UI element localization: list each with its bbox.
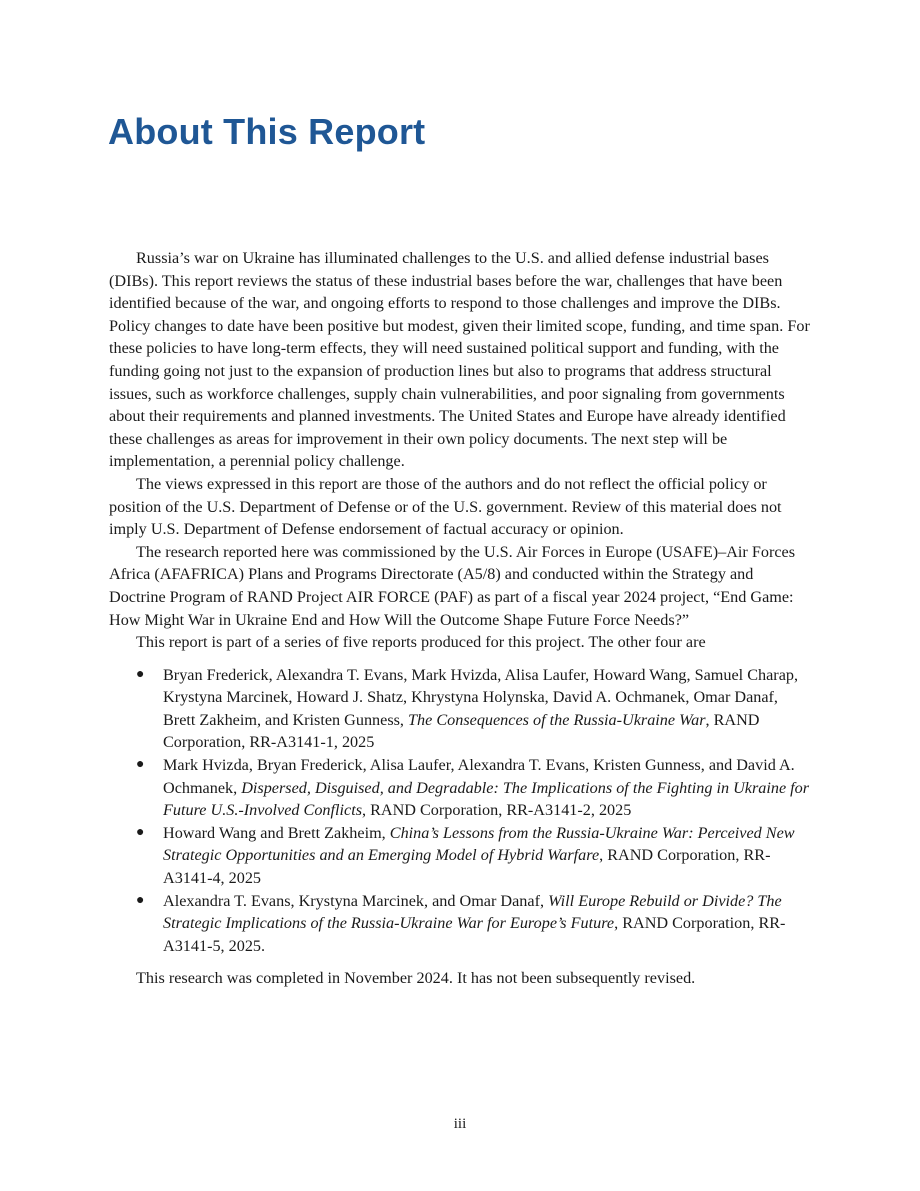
reference-authors: Howard Wang and Brett Zakheim,: [163, 823, 390, 842]
report-body: [109, 247, 814, 990]
bullet-icon: ●: [136, 666, 145, 682]
series-intro-paragraph: This report is part of a series of five reports produced for this project. The other four are: [136, 633, 706, 652]
disclaimer-paragraph: The views expressed in this report are those of the authors and do not reflect the official policy or position of the U.S. Department of Defense or of the U.S. government. Review of this material does not imply U.S. Department of Defense endorsement of factual accuracy or opinion.: [109, 474, 782, 539]
reference-title: China’s Lessons from the Russia-Ukraine War: Perceived New Strategic Opportunities and an Emerging Model of Hybrid Warfare: [163, 823, 795, 865]
completion-note: This research was completed in November 2024. It has not been subsequently revised.: [136, 969, 696, 988]
reference-title: The Consequences of the Russia-Ukraine War: [408, 710, 706, 729]
bullet-icon: ●: [136, 892, 145, 908]
reference-authors: Bryan Frederick, Alexandra T. Evans, Mark Hvizda, Alisa Laufer, Howard Wang, Samuel Charap, Krystyna Marcinek, Howard J. Shatz, Khrystyna Holynska, David A. Ochmanek, Omar Danaf, Brett Zakheim, and Kristen Gunness,: [163, 665, 799, 729]
page-number: iii: [453, 1116, 467, 1132]
sponsorship-paragraph: The research reported here was commissioned by the U.S. Air Forces in Europe (USAFE)–Air Forces Africa (AFAFRICA) Plans and Programs Directorate (A5/8) and conducted within the Strategy and Doctrine Program of RAND Project AIR FORCE (PAF) as part of a fiscal year 2024 project, “End Game: How Might War in Ukraine End and How Will the Outcome Shape Future Force Needs?”: [109, 542, 796, 629]
list-item: [109, 822, 814, 890]
reference-publisher: , RAND Corporation, RR-A3141-1, 2025: [163, 710, 760, 752]
list-item: [109, 890, 814, 958]
bullet-icon: ●: [136, 824, 145, 840]
summary-paragraph: Russia’s war on Ukraine has illuminated challenges to the U.S. and allied defense industrial bases (DIBs). This report reviews the status of these industrial bases before the war, challenges that have been identified because of the war, and ongoing efforts to respond to those challenges and improve the DIBs. Policy changes to date have been positive but modest, given their limited scope, funding, and time span. For these policies to have long-term effects, they will need sustained political support and funding, with the funding going not just to the expansion of production lines but also to programs that address structural issues, such as workforce challenges, supply chain vulnerabilities, and poor signaling from governments about their requirements and planned investments. The United States and Europe have already identified these challenges as areas for improvement in their own policy documents. The next step will be implementation, a perennial policy challenge.: [109, 249, 810, 471]
reference-title: Will Europe Rebuild or Divide? The Strategic Implications of the Russia-Ukraine War for Europe’s Future: [163, 891, 782, 933]
reference-authors: Alexandra T. Evans, Krystyna Marcinek, and Omar Danaf,: [163, 891, 549, 910]
bullet-icon: ●: [136, 757, 145, 773]
reference-title: Dispersed, Disguised, and Degradable: The Implications of the Fighting in Ukraine for Future U.S.-Involved Conflicts: [163, 778, 810, 820]
page-title: About This Report: [108, 111, 426, 152]
reference-publisher: , RAND Corporation, RR-A3141-4, 2025: [163, 846, 771, 888]
reference-publisher: , RAND Corporation, RR-A3141-2, 2025: [362, 801, 632, 820]
list-item: [109, 664, 814, 754]
reference-authors: Mark Hvizda, Bryan Frederick, Alisa Laufer, Alexandra T. Evans, Kristen Gunness, and David A. Ochmanek,: [163, 756, 795, 797]
reference-publisher: , RAND Corporation, RR-A3141-5, 2025.: [163, 914, 786, 955]
list-item: [109, 754, 814, 822]
related-reports-list: [109, 664, 814, 958]
